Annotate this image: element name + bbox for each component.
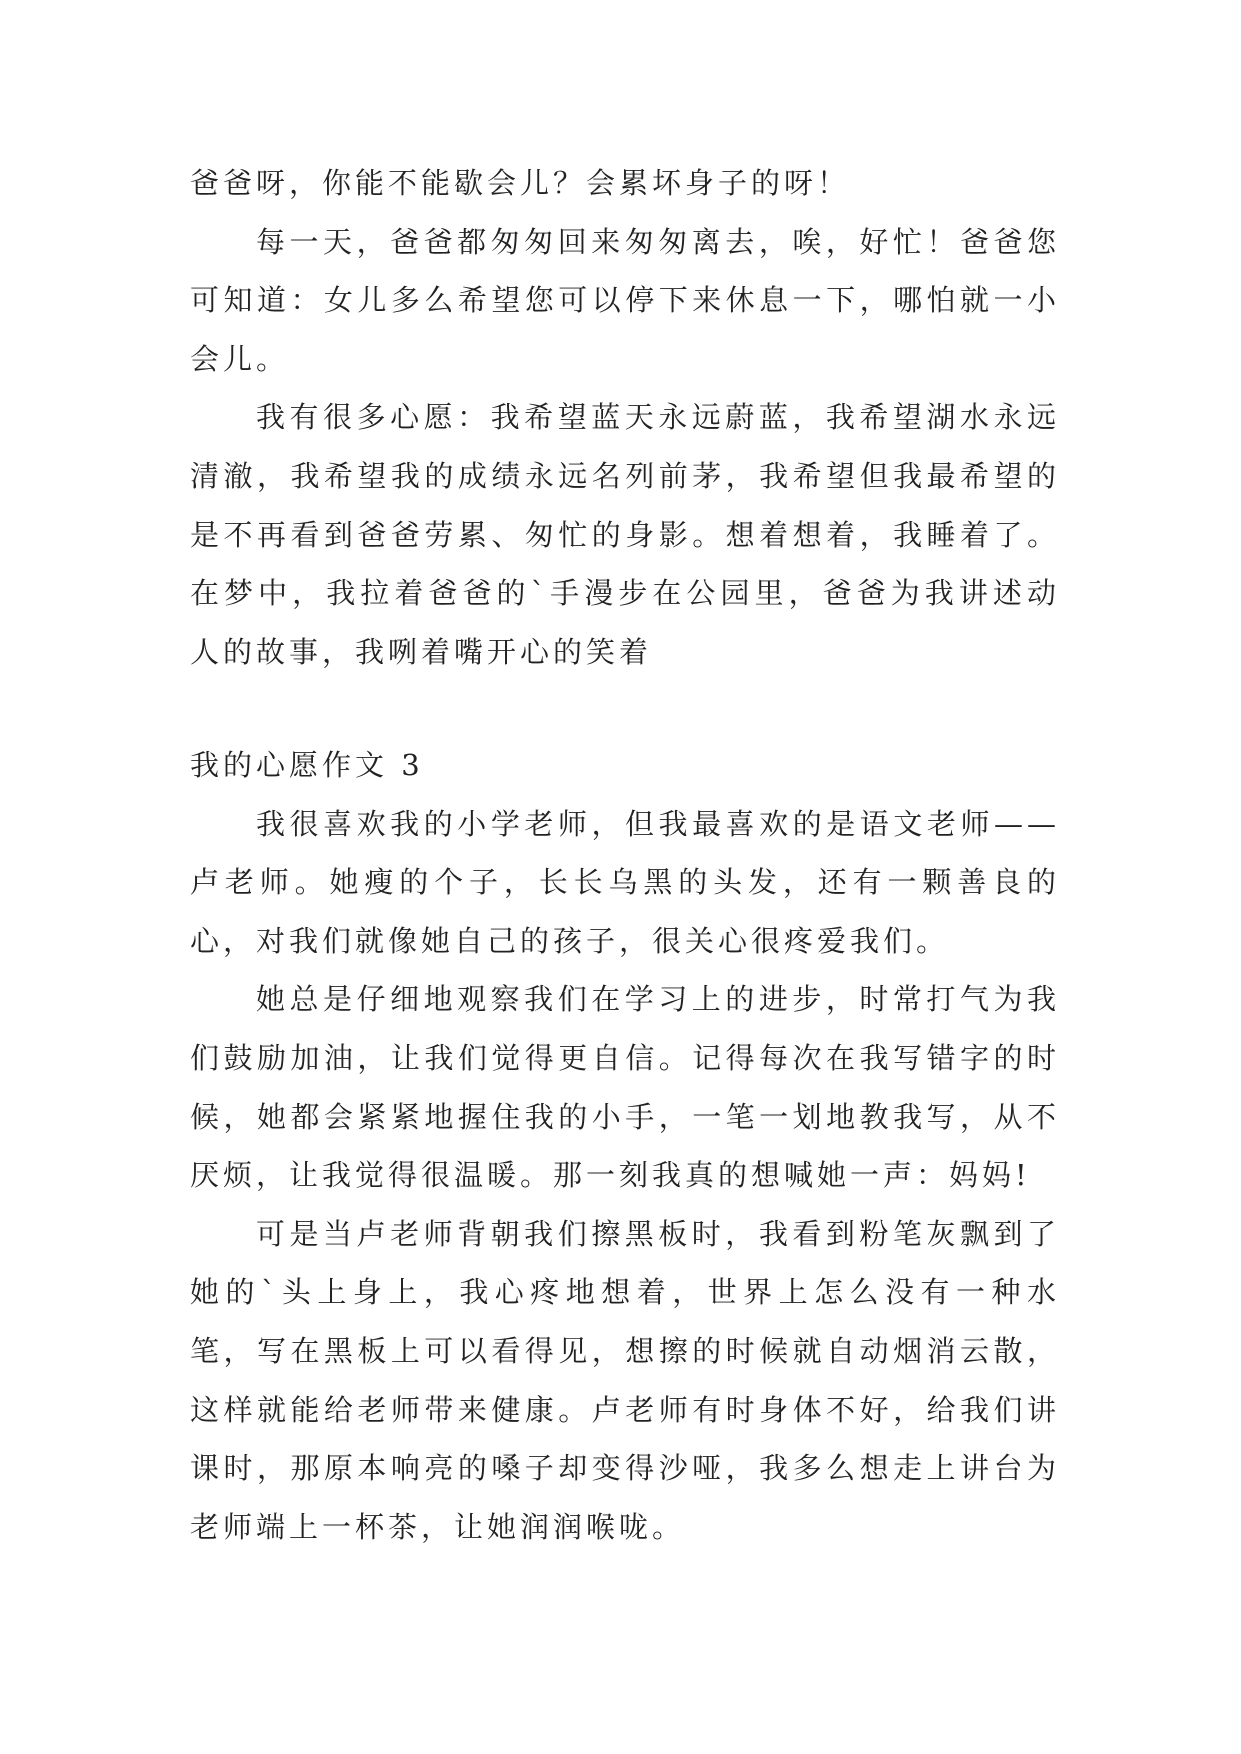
essay-section-2 bbox=[190, 736, 1060, 1556]
essay-section-1 bbox=[190, 154, 1060, 681]
paragraph-3: 我有很多心愿：我希望蓝天永远蔚蓝，我希望湖水永远清澈，我希望我的成绩永远名列前茅，我希望但我最希望的是不再看到爸爸劳累、匆忙的身影。想着想着，我睡着了。在梦中，我拉着爸爸的`手漫步在公园里，爸爸为我讲述动人的故事，我咧着嘴开心的笑着 bbox=[190, 400, 1060, 669]
paragraph-1: 爸爸呀，你能不能歇会儿？会累坏身子的呀！ bbox=[190, 166, 851, 200]
section-heading: 我的心愿作文 3 bbox=[190, 748, 424, 782]
paragraph-4: 我很喜欢我的小学老师，但我最喜欢的是语文老师——卢老师。她瘦的个子，长长乌黑的头发，还有一颗善良的心，对我们就像她自己的孩子，很关心很疼爱我们。 bbox=[190, 806, 1060, 958]
paragraph-5: 她总是仔细地观察我们在学习上的进步，时常打气为我们鼓励加油，让我们觉得更自信。记得每次在我写错字的时候，她都会紧紧地握住我的小手，一笔一划地教我写，从不厌烦，让我觉得很温暖。那一刻我真的想喊她一声：妈妈! bbox=[190, 982, 1060, 1193]
paragraph-6: 可是当卢老师背朝我们擦黑板时，我看到粉笔灰飘到了她的`头上身上，我心疼地想着，世界上怎么没有一种水笔，写在黑板上可以看得见，想擦的时候就自动烟消云散，这样就能给老师带来健康。卢老师有时身体不好，给我们讲课时，那原本响亮的嗓子却变得沙哑，我多么想走上讲台为老师端上一杯茶，让她润润喉咙。 bbox=[190, 1216, 1060, 1544]
paragraph-2: 每一天，爸爸都匆匆回来匆匆离去，唉，好忙！爸爸您可知道：女儿多么希望您可以停下来休息一下，哪怕就一小会儿。 bbox=[190, 224, 1060, 376]
